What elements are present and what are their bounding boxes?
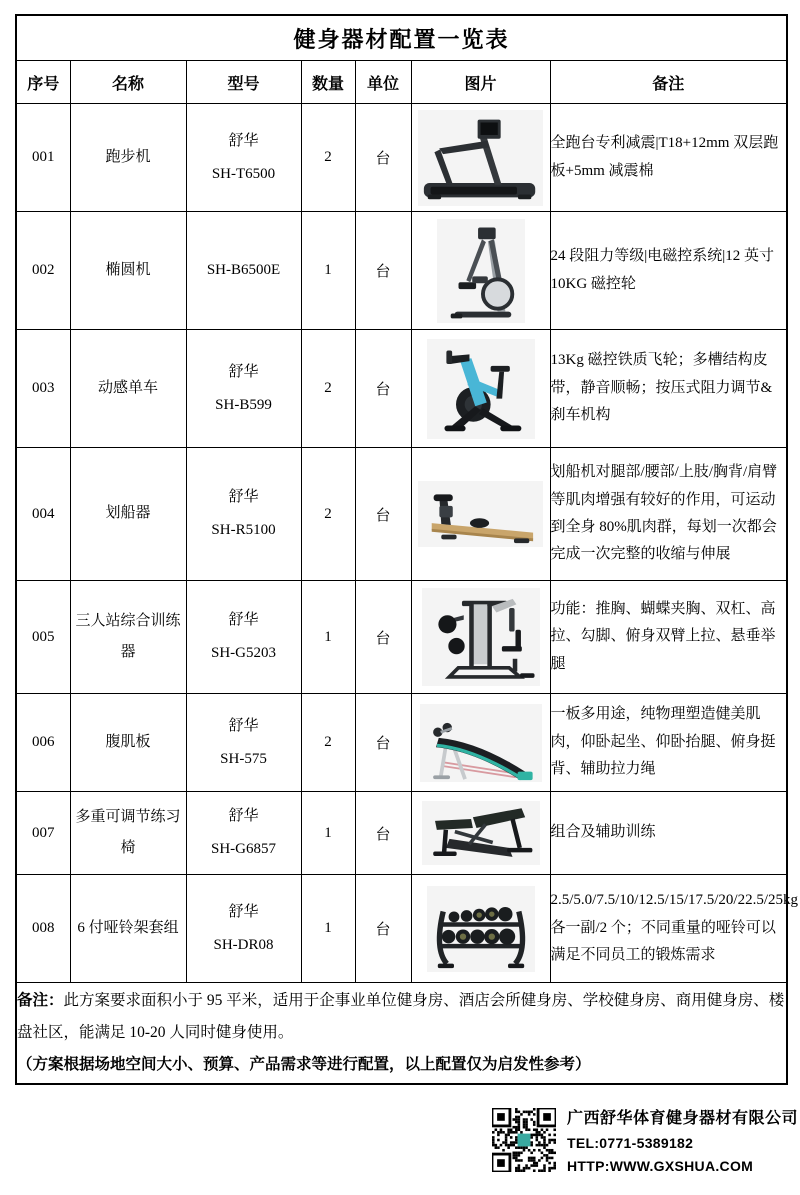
cell-name: 腹肌板	[70, 694, 186, 792]
cell-name: 跑步机	[70, 104, 186, 212]
cell-name: 三人站综合训练器	[70, 581, 186, 694]
cell-name: 6 付哑铃架套组	[70, 875, 186, 983]
cell-name: 动感单车	[70, 330, 186, 448]
cell-image	[411, 212, 550, 330]
cell-remark: 全跑台专利减震|T18+12mm 双层跑板+5mm 减震棉	[550, 104, 787, 212]
elliptical-photo	[437, 219, 525, 323]
cell-unit: 台	[355, 875, 411, 983]
page-title: 健身器材配置一览表	[16, 15, 787, 61]
table-row	[16, 330, 787, 448]
model-code-text: SH-B599	[215, 396, 272, 413]
notes-row	[16, 983, 787, 1085]
col-header-remark: 备注	[550, 61, 787, 104]
notes-line-1	[17, 985, 786, 1049]
cell-qty: 1	[301, 792, 355, 875]
treadmill-photo	[418, 110, 543, 206]
brand-text: 舒华	[228, 903, 259, 920]
cell-qty: 2	[301, 104, 355, 212]
table-row	[16, 448, 787, 581]
model-code-text: SH-B6500E	[206, 262, 281, 278]
title-row	[16, 15, 787, 61]
table-row	[16, 875, 787, 983]
multi-station-gym-photo	[422, 588, 540, 686]
cell-qty: 2	[301, 330, 355, 448]
cell-image	[411, 581, 550, 694]
cell-model	[186, 792, 301, 875]
brand-text: 舒华	[228, 132, 259, 149]
brand-text: 舒华	[228, 612, 259, 628]
table-row	[16, 792, 787, 875]
cell-image	[411, 448, 550, 581]
cell-image	[411, 330, 550, 448]
equipment-table	[15, 14, 799, 1085]
col-header-name: 名称	[70, 61, 186, 104]
cell-unit: 台	[355, 104, 411, 212]
cell-qty: 1	[301, 212, 355, 330]
col-header-no: 序号	[16, 61, 70, 104]
brand-text: 舒华	[228, 808, 259, 824]
cell-no: 003	[16, 330, 70, 448]
model-code-text: SH-DR08	[213, 936, 274, 953]
col-header-unit: 单位	[355, 61, 411, 104]
header-row	[16, 61, 787, 104]
cell-remark: 功能：推胸、蝴蝶夹胸、双杠、高拉、勾脚、俯身双臂上拉、悬垂举腿	[550, 581, 787, 694]
table-row	[16, 581, 787, 694]
model-code-text: SH-R5100	[211, 522, 276, 538]
cell-qty: 1	[301, 875, 355, 983]
cell-remark: 2.5/5.0/7.5/10/12.5/15/17.5/20/22.5/25kg 各一副/2 个；不同重量的哑铃可以满足不同员工的锻炼需求	[550, 875, 787, 983]
cell-remark: 13Kg 磁控铁质飞轮；多槽结构皮带，静音顺畅；按压式阻力调节&刹车机构	[550, 330, 787, 448]
notes-line-2: （方案根据场地空间大小、预算、产品需求等进行配置，以上配置仅为启发性参考）	[17, 1055, 591, 1073]
brand-text: 舒华	[228, 489, 259, 505]
notes-cell	[16, 983, 787, 1085]
notes-label: 备注：	[17, 992, 64, 1010]
cell-no: 004	[16, 448, 70, 581]
cell-no: 007	[16, 792, 70, 875]
cell-unit: 台	[355, 694, 411, 792]
table-row	[16, 694, 787, 792]
cell-qty: 2	[301, 694, 355, 792]
cell-model	[186, 330, 301, 448]
cell-model	[186, 875, 301, 983]
adjustable-bench-photo	[422, 801, 540, 865]
cell-model	[186, 104, 301, 212]
sit-up-bench-photo	[420, 704, 542, 782]
cell-name: 椭圆机	[70, 212, 186, 330]
cell-model	[186, 694, 301, 792]
footer	[492, 1108, 798, 1174]
cell-no: 001	[16, 104, 70, 212]
cell-name: 多重可调节练习椅	[70, 792, 186, 875]
brand-text: 舒华	[228, 363, 259, 380]
col-header-model: 型号	[186, 61, 301, 104]
cell-remark: 组合及辅助训练	[550, 792, 787, 875]
table-row	[16, 212, 787, 330]
cell-remark: 划船机对腿部/腰部/上肢/胸背/肩臂等肌肉增强有较好的作用，可运动到全身 80%肌肉群，每划一次都会完成一次完整的收缩与伸展	[550, 448, 787, 581]
cell-model	[186, 448, 301, 581]
cell-unit: 台	[355, 212, 411, 330]
col-header-qty: 数量	[301, 61, 355, 104]
table-row	[16, 104, 787, 212]
model-code-text: SH-G6857	[210, 841, 276, 857]
cell-image	[411, 104, 550, 212]
cell-name: 划船器	[70, 448, 186, 581]
model-code-text: SH-G5203	[210, 645, 276, 661]
company-name: 广西舒华体育健身器材有限公司	[567, 1110, 799, 1127]
cell-image	[411, 875, 550, 983]
cell-unit: 台	[355, 448, 411, 581]
cell-qty: 2	[301, 448, 355, 581]
cell-unit: 台	[355, 792, 411, 875]
cell-remark: 一板多用途，纯物理塑造健美肌肉，仰卧起坐、仰卧抬腿、俯身挺背、辅助拉力绳	[550, 694, 787, 792]
cell-unit: 台	[355, 330, 411, 448]
rowing-machine-photo	[418, 481, 543, 547]
cell-unit: 台	[355, 581, 411, 694]
col-header-image: 图片	[411, 61, 550, 104]
cell-no: 002	[16, 212, 70, 330]
cell-no: 006	[16, 694, 70, 792]
notes-body: 此方案要求面积小于 95 平米，适用于企事业单位健身房、酒店会所健身房、学校健身房、商用健身房、楼盘社区，能满足 10-20 人同时健身使用。	[17, 992, 785, 1042]
cell-model	[186, 581, 301, 694]
model-code-text: SH-T6500	[211, 165, 276, 182]
cell-no: 008	[16, 875, 70, 983]
cell-qty: 1	[301, 581, 355, 694]
model-code-text: SH-575	[220, 750, 267, 767]
brand-text: 舒华	[228, 717, 259, 734]
company-block	[567, 1108, 798, 1174]
cell-model	[186, 212, 301, 330]
spin-bike-photo	[427, 339, 535, 439]
cell-no: 005	[16, 581, 70, 694]
company-tel: TEL:0771-5389182	[567, 1135, 694, 1151]
cell-image	[411, 694, 550, 792]
company-website: HTTP:WWW.GXSHUA.COM	[567, 1158, 754, 1174]
cell-image	[411, 792, 550, 875]
qr-code	[492, 1108, 556, 1172]
dumbbell-rack-photo	[427, 886, 535, 972]
cell-remark: 24 段阻力等级|电磁控系统|12 英寸 10KG 磁控轮	[550, 212, 787, 330]
